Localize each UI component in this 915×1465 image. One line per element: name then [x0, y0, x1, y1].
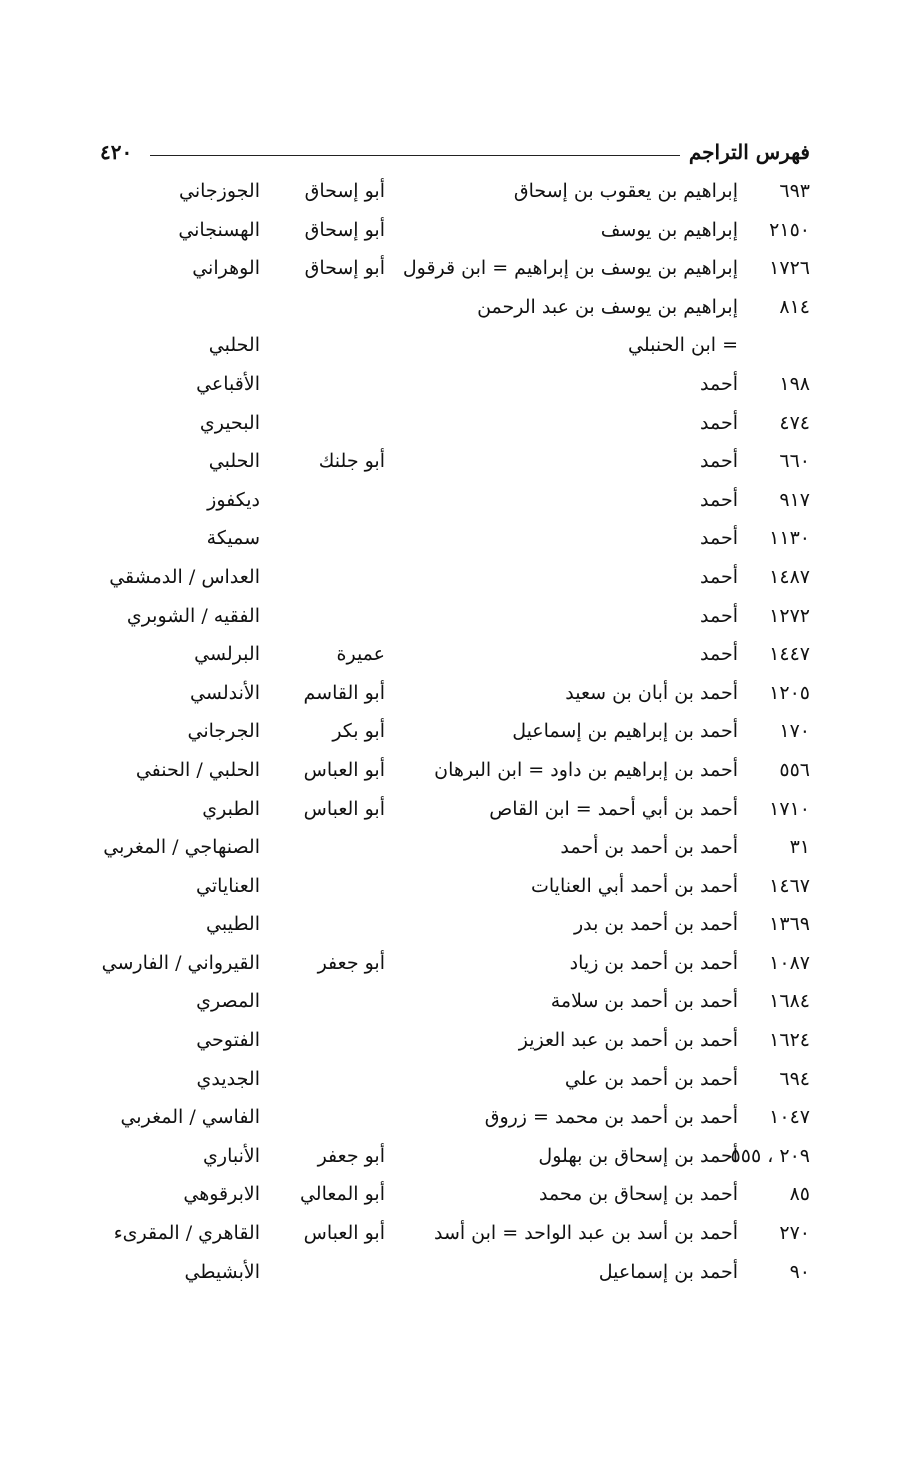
entry-name: أحمد بن أحمد بن أحمد [560, 836, 738, 859]
entry-name: أحمد [700, 411, 738, 434]
index-entry [100, 674, 810, 713]
entry-name: أحمد بن أبي أحمد = ابن القاص [489, 797, 738, 820]
index-entry [100, 1253, 810, 1292]
entry-name: أحمد بن أسد بن عبد الواحد = ابن أسد [433, 1222, 738, 1245]
entry-name: إبراهيم بن يعقوب بن إسحاق [513, 180, 738, 202]
entry-kunya: أبو بكر [332, 720, 385, 743]
entry-nisba: الهسنجاني [178, 218, 260, 241]
entry-name: أحمد بن إسحاق بن محمد [538, 1183, 738, 1206]
entry-number: ١٠٨٧ [769, 951, 810, 974]
entry-nisba: الابرقوهي [183, 1183, 260, 1206]
entry-nisba: الفتوحي [196, 1029, 260, 1052]
index-entry [100, 1021, 810, 1060]
entry-number: ١٦٢٤ [769, 1029, 810, 1052]
index-entry [100, 1214, 810, 1253]
entry-name: أحمد بن أحمد بن سلامة [550, 990, 738, 1013]
entry-name: أحمد بن إبراهيم بن داود = ابن البرهان [434, 758, 738, 781]
entry-name: = ابن الحنبلي [628, 334, 738, 357]
entry-name: أحمد بن أحمد بن بدر [573, 913, 738, 936]
entry-nisba: الوهراني [192, 257, 260, 280]
entry-nisba: الفقيه / الشوبري [126, 604, 260, 627]
entry-number: ٣١ [789, 836, 810, 859]
index-entry [100, 288, 810, 327]
index-entries [100, 172, 810, 1291]
entry-number: ٩٠ [789, 1260, 810, 1283]
entry-nisba: الطبري [202, 797, 260, 820]
entry-kunya: عميرة [336, 643, 385, 666]
entry-number: ٤٧٤ [779, 411, 810, 434]
entry-kunya: أبو العباس [303, 758, 385, 781]
entry-number: ١٧٠ [779, 720, 810, 743]
index-entry [100, 404, 810, 443]
entry-name: أحمد [700, 450, 738, 473]
entry-nisba: الحلبي [208, 450, 260, 473]
entry-nisba: البرلسي [194, 643, 260, 666]
entry-number: ١٠٤٧ [769, 1106, 810, 1129]
entry-number: ٨٥ [789, 1183, 810, 1206]
index-entry [100, 944, 810, 983]
index-entry [100, 558, 810, 597]
index-entry [100, 326, 810, 365]
index-entry [100, 982, 810, 1021]
entry-name: أحمد بن أبان بن سعيد [565, 681, 738, 704]
entry-nisba: العناياتي [196, 874, 260, 897]
entry-number: ١٢٧٢ [769, 604, 810, 627]
entry-kunya: أبو إسحاق [304, 180, 385, 202]
entry-number: ١١٣٠ [769, 527, 810, 550]
entry-nisba: القاهري / المقرىء [113, 1222, 260, 1245]
entry-kunya: أبو إسحاق [304, 218, 385, 241]
index-entry [100, 1060, 810, 1099]
entry-nisba: المصري [196, 990, 260, 1013]
entry-nisba: الجوزجاني [179, 180, 260, 202]
entry-number: ٦٩٣ [779, 180, 810, 202]
index-entry [100, 1137, 810, 1176]
entry-number: ١٢٠٥ [769, 681, 810, 704]
entry-name: أحمد بن أحمد أبي العنايات [531, 874, 738, 897]
entry-nisba: الفاسي / المغربي [120, 1106, 260, 1129]
entry-number: ٢١٥٠ [769, 218, 810, 241]
running-title: فهرس التراجم [688, 140, 810, 164]
index-entry [100, 790, 810, 829]
index-entry [100, 211, 810, 250]
index-entry [100, 867, 810, 906]
entry-number: ٩١٧ [779, 488, 810, 511]
entry-number: ١٣٦٩ [769, 913, 810, 936]
index-entry [100, 1098, 810, 1137]
entry-nisba: الحلبي / الحنفي [135, 758, 260, 781]
index-entry [100, 1175, 810, 1214]
entry-nisba: الحلبي [208, 334, 260, 357]
entry-nisba: القيرواني / الفارسي [101, 951, 260, 974]
entry-kunya: أبو العباس [303, 1222, 385, 1245]
entry-nisba: سميكة [206, 527, 260, 550]
entry-name: أحمد [700, 643, 738, 666]
entry-nisba: الصنهاجي / المغربي [103, 836, 260, 859]
index-entry [100, 519, 810, 558]
entry-nisba: الجديدي [196, 1067, 260, 1090]
index-entry [100, 481, 810, 520]
entry-name: أحمد [700, 565, 738, 588]
entry-name: أحمد [700, 488, 738, 511]
entry-number: ٨١٤ [779, 295, 810, 318]
entry-number: ١٩٨ [779, 372, 810, 395]
entry-name: أحمد بن أحمد بن عبد العزيز [518, 1029, 738, 1052]
entry-name: أحمد بن أحمد بن محمد = زروق [484, 1106, 738, 1129]
entry-number: ٢٧٠ [779, 1222, 810, 1245]
entry-name: أحمد بن أحمد بن علي [564, 1067, 738, 1090]
index-entry [100, 905, 810, 944]
entry-name: أحمد [700, 604, 738, 627]
index-entry [100, 828, 810, 867]
index-entry [100, 751, 810, 790]
entry-number: ١٤٦٧ [769, 874, 810, 897]
entry-number: ١٤٤٧ [769, 643, 810, 666]
entry-name: أحمد بن إسماعيل [598, 1260, 738, 1283]
entry-number: ١٧١٠ [769, 797, 810, 820]
entry-number: ٥٥٦ [779, 758, 810, 781]
entry-name: إبراهيم بن يوسف [600, 218, 738, 241]
entry-name: إبراهيم بن يوسف بن إبراهيم = ابن قرقول [402, 257, 738, 280]
entry-number: ٢٠٩ ، ٥٥٥ [730, 1144, 810, 1167]
entry-name: أحمد [700, 372, 738, 395]
index-entry [100, 172, 810, 211]
entry-kunya: أبو المعالي [299, 1183, 385, 1206]
entry-nisba: الأقباعي [196, 372, 260, 395]
entry-name: أحمد [700, 527, 738, 550]
entry-number: ٦٩٤ [779, 1067, 810, 1090]
entry-kunya: أبو القاسم [303, 681, 385, 704]
entry-number: ١٦٨٤ [769, 990, 810, 1013]
entry-number: ١٧٢٦ [769, 257, 810, 280]
entry-nisba: الأنباري [203, 1144, 260, 1167]
entry-number: ١٤٨٧ [769, 565, 810, 588]
entry-name: أحمد بن أحمد بن زياد [569, 951, 738, 974]
index-entry [100, 249, 810, 288]
entry-nisba: ديكفوز [207, 488, 260, 511]
index-entry [100, 712, 810, 751]
index-entry [100, 365, 810, 404]
entry-name: أحمد بن إبراهيم بن إسماعيل [512, 720, 738, 743]
index-entry [100, 597, 810, 636]
entry-nisba: الجرجاني [187, 720, 260, 743]
entry-kunya: أبو جعفر [317, 951, 385, 974]
entry-name: إبراهيم بن يوسف بن عبد الرحمن [477, 295, 738, 318]
entry-kunya: أبو العباس [303, 797, 385, 820]
entry-name: أحمد بن إسحاق بن بهلول [538, 1144, 738, 1167]
index-entry [100, 442, 810, 481]
entry-nisba: الأبشيطي [184, 1260, 260, 1283]
entry-kunya: أبو جلنك [318, 450, 385, 473]
entry-nisba: الطيبي [206, 913, 260, 936]
entry-nisba: البحيري [199, 411, 260, 434]
header-rule [150, 155, 680, 156]
entry-kunya: أبو إسحاق [304, 257, 385, 280]
index-entry [100, 635, 810, 674]
entry-nisba: العداس / الدمشقي [109, 565, 260, 588]
entry-nisba: الأندلسي [190, 681, 260, 704]
page-header [100, 140, 810, 170]
page-number: ٤٢٠ [100, 140, 133, 164]
entry-kunya: أبو جعفر [317, 1144, 385, 1167]
entry-number: ٦٦٠ [779, 450, 810, 473]
